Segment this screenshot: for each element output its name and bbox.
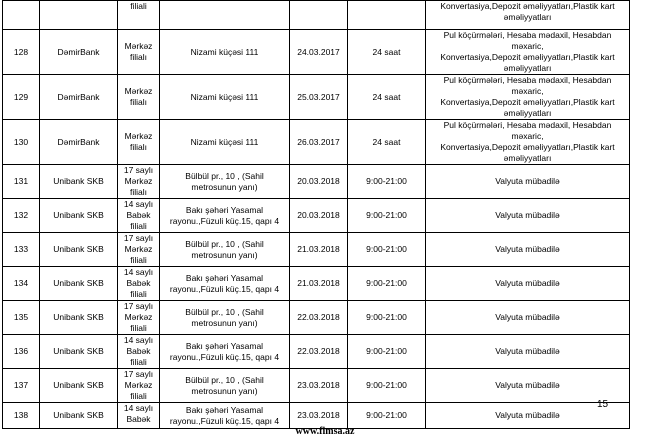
cell-bank bbox=[40, 1, 118, 30]
cell-date: 20.03.2018 bbox=[290, 165, 348, 199]
cell-address bbox=[160, 1, 290, 30]
cell-bank: Unibank SKB bbox=[40, 233, 118, 267]
table-row bbox=[3, 267, 630, 301]
cell-service: Valyuta mübadilə bbox=[426, 335, 630, 369]
table-row bbox=[3, 165, 630, 199]
cell-service: Valyuta mübadilə bbox=[426, 267, 630, 301]
cell-bank: Unibank SKB bbox=[40, 267, 118, 301]
cell-hours: 9:00-21:00 bbox=[348, 267, 426, 301]
cell-date: 26.03.2017 bbox=[290, 120, 348, 165]
table-row bbox=[3, 335, 630, 369]
cell-bank: DəmirBank bbox=[40, 30, 118, 75]
cell-address: Bülbül pr., 10 , (Sahil metrosunun yanı) bbox=[160, 233, 290, 267]
cell-no: 129 bbox=[3, 75, 40, 120]
cell-address: Bakı şəhəri Yasamal rayonu.,Füzuli küç.15, qapı 4 bbox=[160, 267, 290, 301]
cell-branch: filiali bbox=[118, 1, 160, 30]
cell-service: Pul köçürmələri, Hesaba mədaxil, Hesabdan məxaric, Konvertasiya,Depozit əməliyyatları,Plastik kart əməliyyatları bbox=[426, 120, 630, 165]
cell-hours: 24 saat bbox=[348, 30, 426, 75]
cell-date: 23.03.2018 bbox=[290, 403, 348, 429]
cell-branch: Mərkəz filialı bbox=[118, 120, 160, 165]
footer-url: www.fimsa.az bbox=[295, 426, 355, 437]
cell-address: Bülbül pr., 10 , (Sahil metrosunun yanı) bbox=[160, 165, 290, 199]
table-row bbox=[3, 1, 630, 30]
cell-bank: DəmirBank bbox=[40, 75, 118, 120]
cell-address: Bakı şəhəri Yasamal rayonu.,Füzuli küç.15, qapı 4 bbox=[160, 403, 290, 429]
cell-bank: Unibank SKB bbox=[40, 403, 118, 429]
cell-date: 22.03.2018 bbox=[290, 301, 348, 335]
cell-no: 135 bbox=[3, 301, 40, 335]
table-row bbox=[3, 120, 630, 165]
services-table bbox=[2, 0, 630, 429]
cell-no: 134 bbox=[3, 267, 40, 301]
cell-date: 24.03.2017 bbox=[290, 30, 348, 75]
cell-branch: 17 saylı Mərkəz filiali bbox=[118, 301, 160, 335]
cell-branch: Mərkəz filialı bbox=[118, 75, 160, 120]
cell-branch: 17 saylı Mərkəz filiali bbox=[118, 233, 160, 267]
cell-hours: 9:00-21:00 bbox=[348, 403, 426, 429]
cell-hours: 24 saat bbox=[348, 120, 426, 165]
cell-date: 23.03.2018 bbox=[290, 369, 348, 403]
cell-service: Pul köçürmələri, Hesaba mədaxil, Hesabdan məxaric, Konvertasiya,Depozit əməliyyatları,Plastik kart əməliyyatları bbox=[426, 75, 630, 120]
cell-service: Valyuta mübadilə bbox=[426, 233, 630, 267]
cell-hours: 9:00-21:00 bbox=[348, 335, 426, 369]
cell-service: Valyuta mübadilə bbox=[426, 301, 630, 335]
cell-bank: Unibank SKB bbox=[40, 369, 118, 403]
cell-service: Pul köçürmələri, Hesaba mədaxil, Hesabdan məxaric, Konvertasiya,Depozit əməliyyatları,Plastik kart əməliyyatları bbox=[426, 30, 630, 75]
cell-branch: 14 saylı Babək filiali bbox=[118, 335, 160, 369]
cell-address: Bakı şəhəri Yasamal rayonu.,Füzuli küç.15, qapı 4 bbox=[160, 199, 290, 233]
cell-date bbox=[290, 1, 348, 30]
cell-branch: 17 saylı Mərkəz filiali bbox=[118, 369, 160, 403]
cell-hours: 9:00-21:00 bbox=[348, 165, 426, 199]
cell-no: 131 bbox=[3, 165, 40, 199]
table-row bbox=[3, 301, 630, 335]
table-row bbox=[3, 369, 630, 403]
cell-bank: Unibank SKB bbox=[40, 301, 118, 335]
cell-service: Valyuta mübadilə bbox=[426, 165, 630, 199]
cell-address: Nizami küçəsi 111 bbox=[160, 30, 290, 75]
cell-date: 21.03.2018 bbox=[290, 267, 348, 301]
cell-address: Nizami küçəsi 111 bbox=[160, 120, 290, 165]
cell-hours: 9:00-21:00 bbox=[348, 369, 426, 403]
table-row bbox=[3, 199, 630, 233]
cell-service: Valyuta mübadilə bbox=[426, 369, 630, 403]
cell-address: Bakı şəhəri Yasamal rayonu.,Füzuli küç.15, qapı 4 bbox=[160, 335, 290, 369]
cell-bank: Unibank SKB bbox=[40, 165, 118, 199]
cell-date: 21.03.2018 bbox=[290, 233, 348, 267]
cell-branch: Mərkəz filialı bbox=[118, 30, 160, 75]
cell-no: 133 bbox=[3, 233, 40, 267]
cell-hours: 9:00-21:00 bbox=[348, 233, 426, 267]
cell-no: 130 bbox=[3, 120, 40, 165]
cell-branch: 14 saylı Babək filiali bbox=[118, 267, 160, 301]
cell-bank: Unibank SKB bbox=[40, 199, 118, 233]
cell-address: Nizami küçəsi 111 bbox=[160, 75, 290, 120]
cell-bank: DəmirBank bbox=[40, 120, 118, 165]
cell-no: 136 bbox=[3, 335, 40, 369]
cell-no bbox=[3, 1, 40, 30]
cell-service: Valyuta mübadilə bbox=[426, 199, 630, 233]
cell-hours: 24 saat bbox=[348, 75, 426, 120]
cell-branch: 17 saylı Mərkəz filialı bbox=[118, 165, 160, 199]
cell-service: Konvertasiya,Depozit əməliyyatları,Plastik kart əməliyyatları bbox=[426, 1, 630, 30]
cell-bank: Unibank SKB bbox=[40, 335, 118, 369]
cell-no: 128 bbox=[3, 30, 40, 75]
cell-branch: 14 saylı Babək filiali bbox=[118, 199, 160, 233]
cell-hours: 9:00-21:00 bbox=[348, 199, 426, 233]
page-number: 15 bbox=[597, 399, 609, 410]
cell-date: 20.03.2018 bbox=[290, 199, 348, 233]
cell-address: Bülbül pr., 10 , (Sahil metrosunun yanı) bbox=[160, 369, 290, 403]
cell-no: 137 bbox=[3, 369, 40, 403]
cell-service: Valyuta mübadilə bbox=[426, 403, 630, 429]
table-row bbox=[3, 30, 630, 75]
cell-hours: 9:00-21:00 bbox=[348, 301, 426, 335]
cell-date: 22.03.2018 bbox=[290, 335, 348, 369]
table-row bbox=[3, 75, 630, 120]
cell-hours bbox=[348, 1, 426, 30]
cell-date: 25.03.2017 bbox=[290, 75, 348, 120]
cell-no: 132 bbox=[3, 199, 40, 233]
cell-no: 138 bbox=[3, 403, 40, 429]
table-row bbox=[3, 233, 630, 267]
table-row bbox=[3, 403, 630, 429]
cell-branch: 14 saylı Babək bbox=[118, 403, 160, 429]
cell-address: Bülbül pr., 10 , (Sahil metrosunun yanı) bbox=[160, 301, 290, 335]
